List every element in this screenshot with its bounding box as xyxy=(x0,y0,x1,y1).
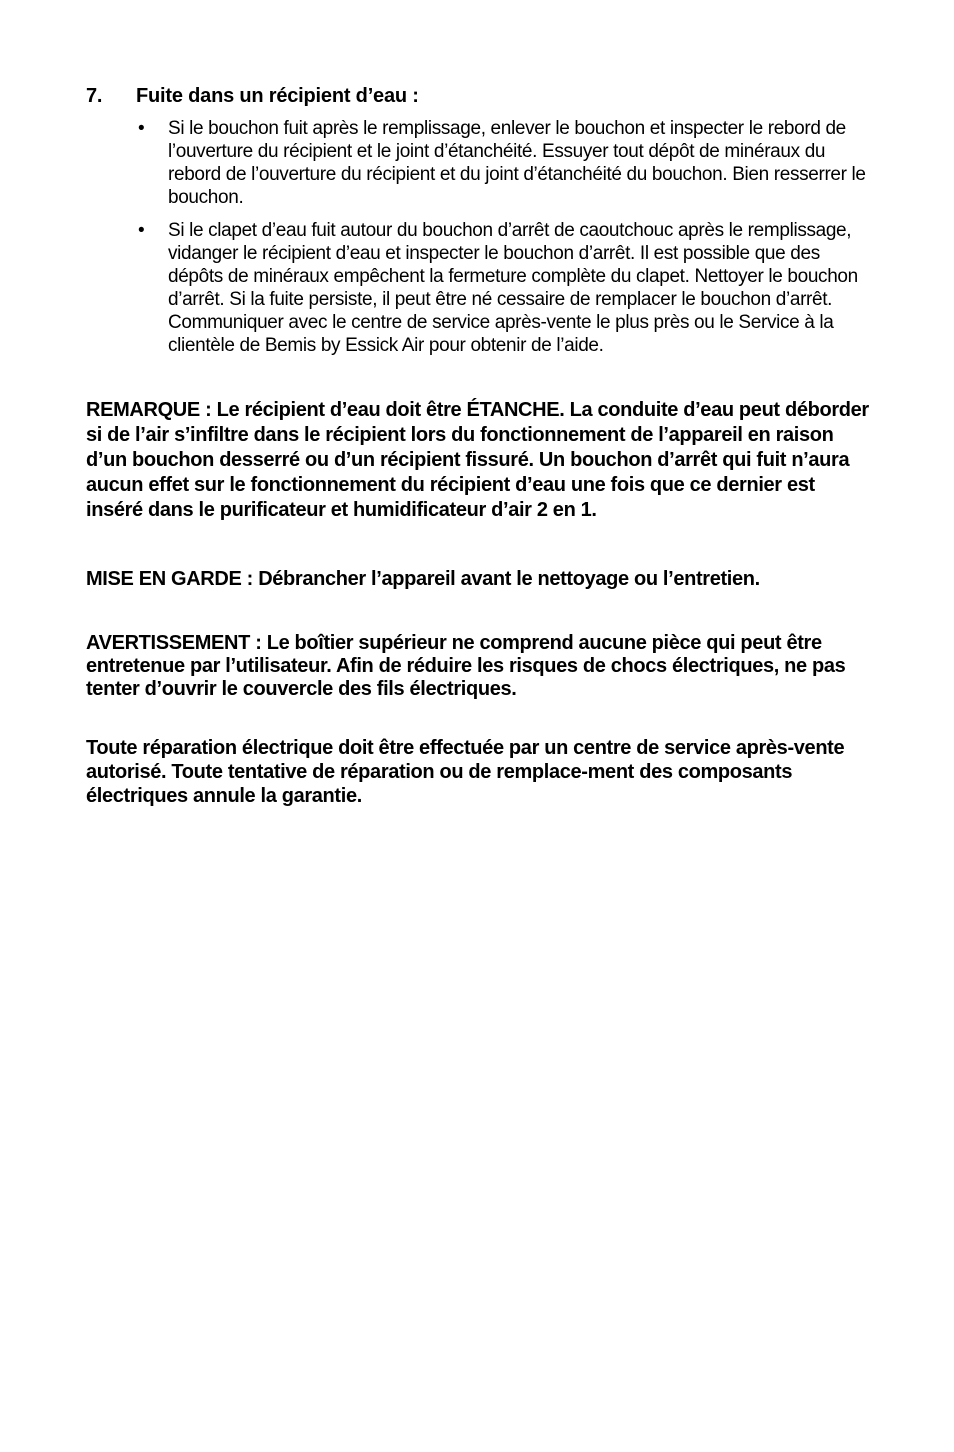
warning-note: AVERTISSEMENT : Le boîtier supérieur ne comprend aucune pièce qui peut être entretenue par l’utilisateur. Afin de réduire les risques de chocs électriques, ne pas tenter d’ouvrir le couvercle des fils électriques. xyxy=(86,632,846,700)
caution-note: MISE EN GARDE : Débrancher l’appareil avant le nettoyage ou l’entretien. xyxy=(86,568,760,590)
list-item-text: Si le clapet d’eau fuit autour du bouchon d’arrêt de caoutchouc après le remplissage, vidanger le récipient d’eau et inspecter le bouchon d’arrêt. Il est possible que des dépôts de minéraux empêchent la fermeture complète du clapet. Nettoyer le bouchon d’arrêt. Si la fuite persiste, il peut être né cessaire de remplacer le bouchon d’arrêt. Communiquer avec le centre de service après-vente le plus près ou le Service à la clientèle de Bemis by Essick Air pour obtenir de l’aide. xyxy=(168,220,858,356)
bullet-list xyxy=(138,117,873,367)
section-heading xyxy=(86,84,866,108)
list-item xyxy=(138,117,873,209)
list-item xyxy=(138,219,873,357)
bullet-icon: • xyxy=(138,118,145,139)
repair-note: Toute réparation électrique doit être effectuée par un centre de service après-vente autorisé. Toute tentative de réparation ou de remplace-ment des composants électriques annule la garantie. xyxy=(86,737,845,807)
bullet-icon: • xyxy=(138,220,145,241)
remarque-note: REMARQUE : Le récipient d’eau doit être ÉTANCHE. La conduite d’eau peut déborder si de l’air s’infiltre dans le récipient lors du fonctionnement de l’appareil en raison d’un bouchon desserré ou d’un récipient fissuré. Un bouchon d’arrêt qui fuit n’aura aucun effet sur le fonctionnement du récipient d’eau une fois que ce dernier est inséré dans le purificateur et humidificateur d’air 2 en 1. xyxy=(86,399,869,521)
section-number: 7. xyxy=(86,85,103,107)
list-item-text: Si le bouchon fuit après le remplissage, enlever le bouchon et inspecter le rebord de l’ouverture du récipient et le joint d’étanchéité. Essuyer tout dépôt de minéraux du rebord de l’ouverture du récipient et du joint d’étanchéité du bouchon. Bien resserrer le bouchon. xyxy=(168,118,866,208)
section-title: Fuite dans un récipient d’eau : xyxy=(136,85,419,107)
